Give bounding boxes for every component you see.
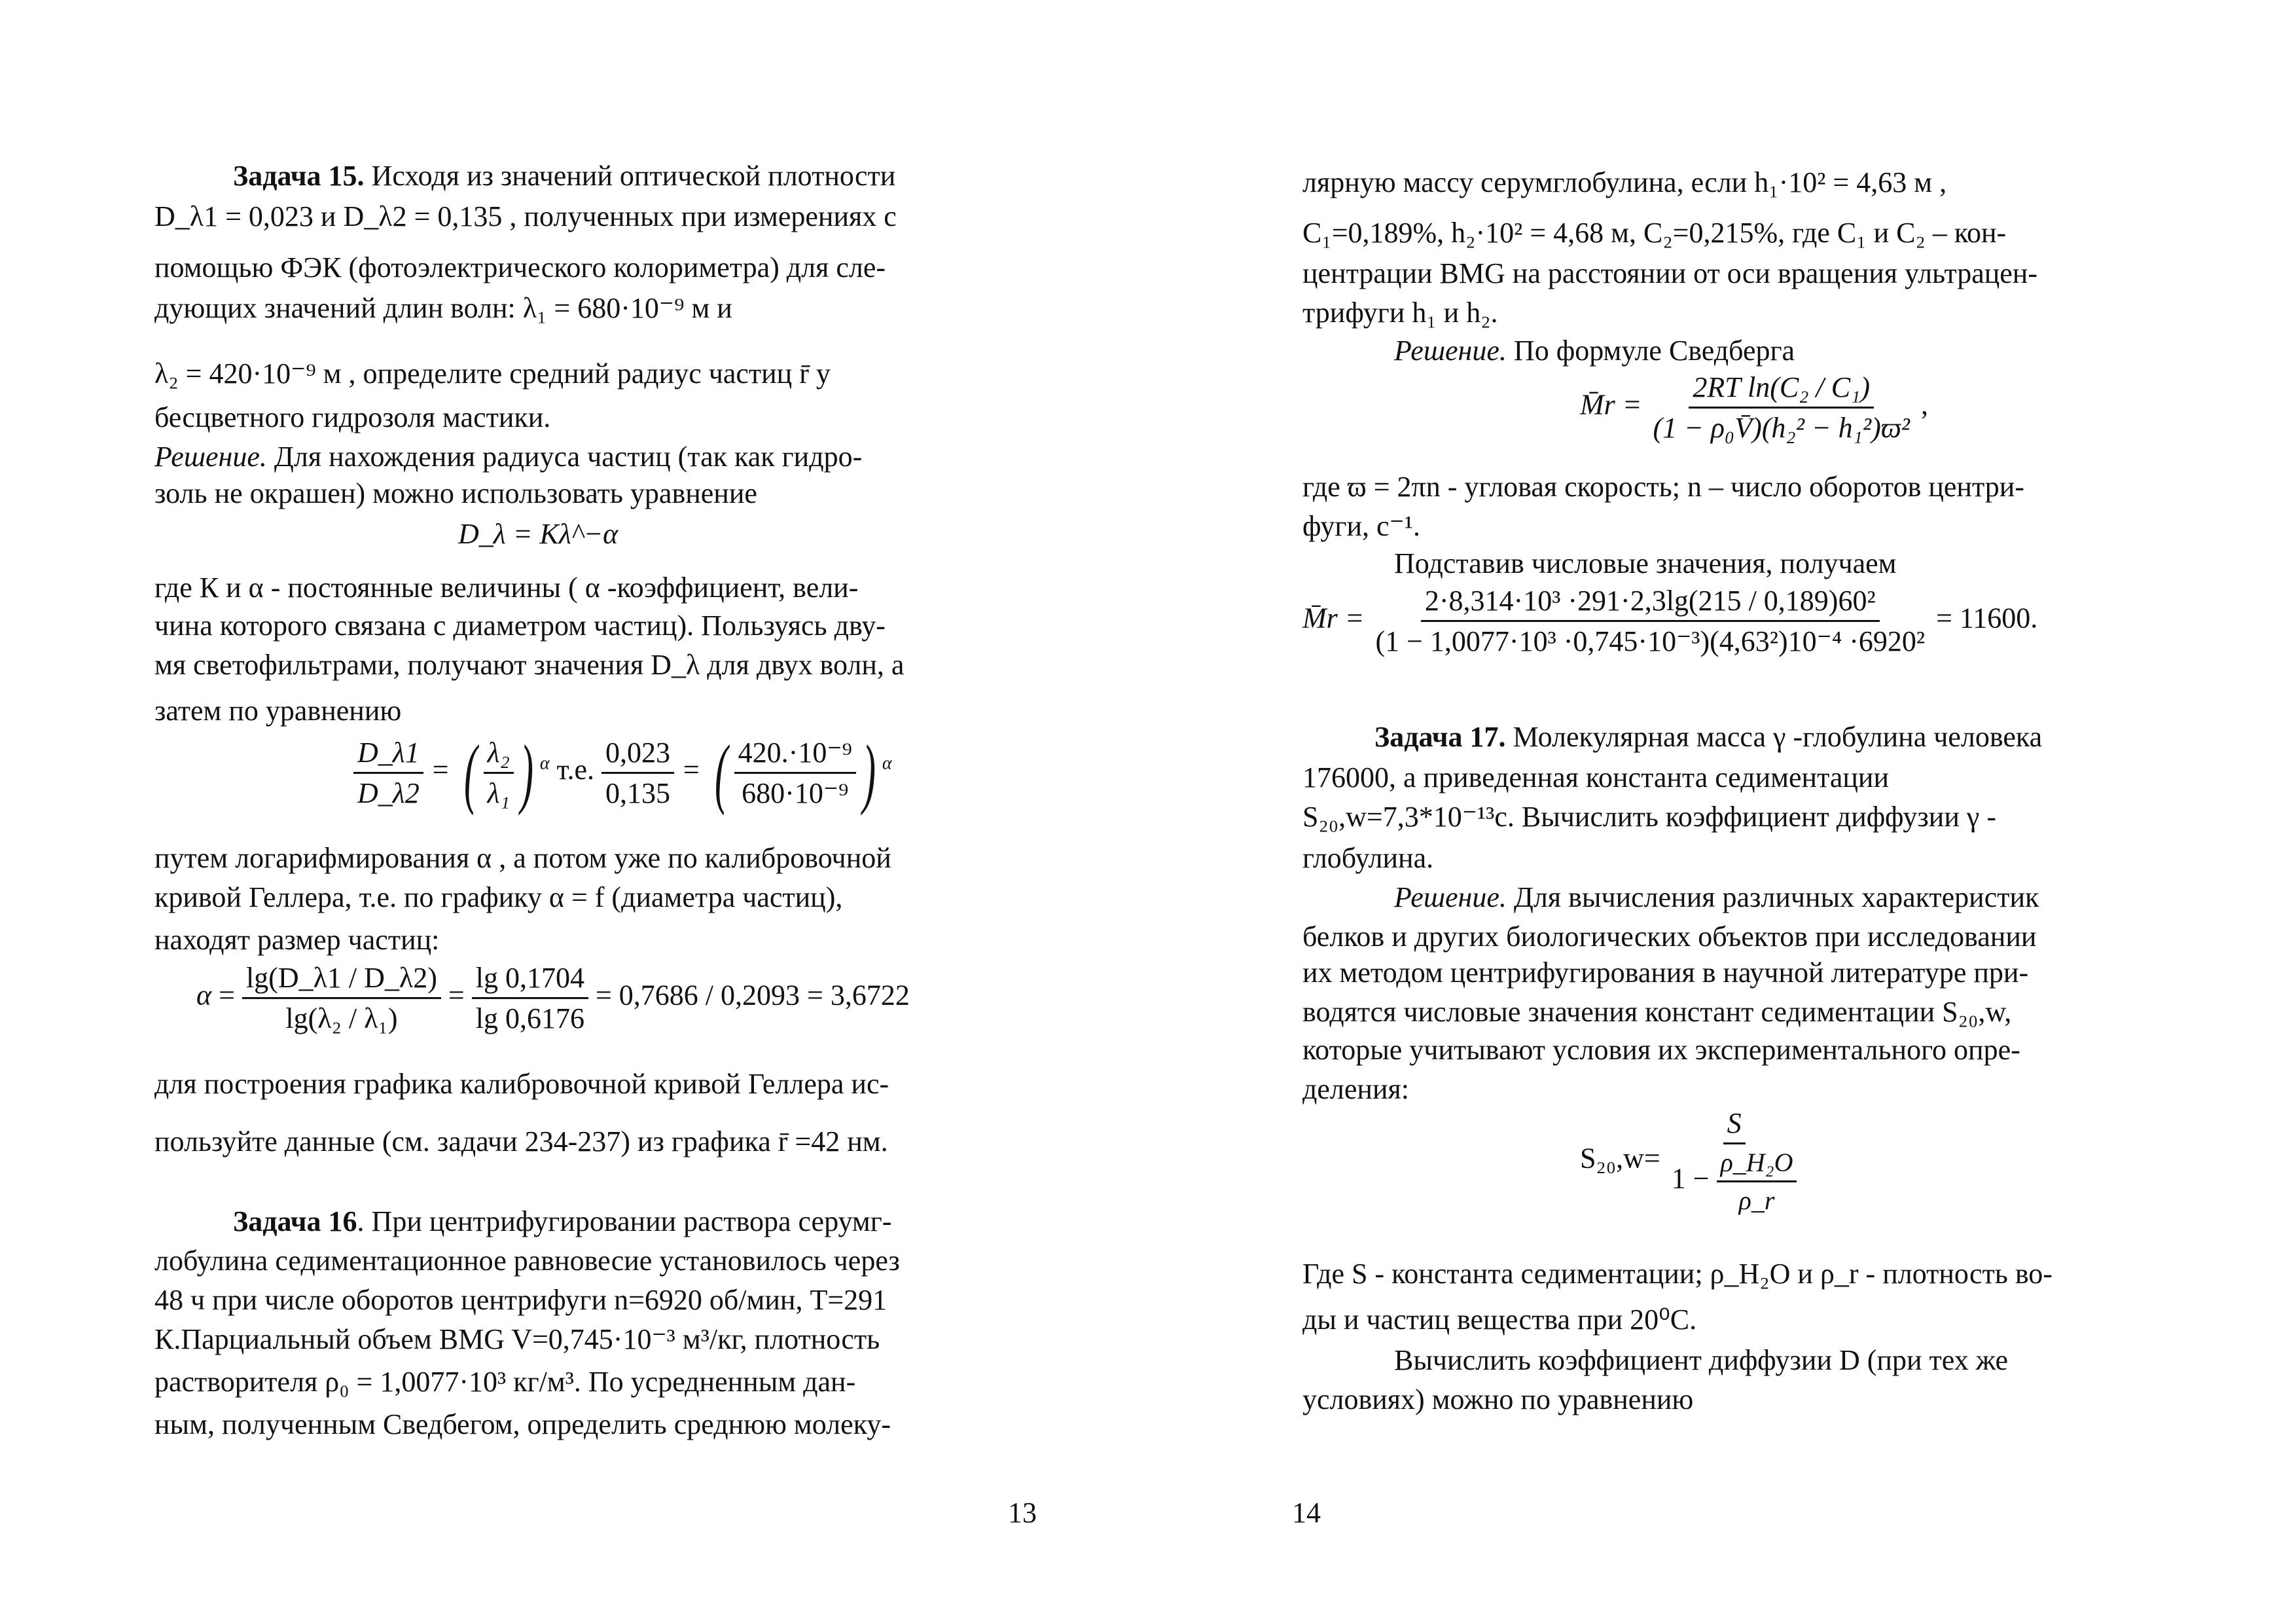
line-l14: кривой Геллера, т.е. по графику α = f (диаметра частиц), (154, 881, 843, 913)
line-l1 (233, 159, 895, 193)
solution-label: Решение. (154, 441, 267, 473)
line-l17: пользуйте данные (см. задачи 234-237) из графика r̄ =42 нм. (154, 1125, 888, 1158)
numerator: ρ_H₂O (1717, 1147, 1797, 1182)
line-l5: λ₂ = 420·10⁻⁹ м , определите средний радиус частиц r̄ у (154, 357, 831, 390)
lhs: M̄r = (1580, 388, 1642, 421)
fraction-numeric (1371, 584, 1929, 658)
line-r12: глобулина. (1302, 842, 1434, 874)
line-r9 (1374, 720, 2042, 754)
task-17-title: Задача 17. (1374, 721, 1506, 753)
line-l6: бесцветного гидрозоля мастики. (154, 401, 551, 433)
fraction-s (1668, 1106, 1801, 1216)
line-r17: которые учитывают условия их экспериментального опре- (1302, 1034, 2020, 1066)
line-l8: золь не окрашен) можно использовать уравнение (154, 477, 757, 509)
line-r4: трифуги h₁ и h₂. (1302, 297, 1498, 329)
line-r18: деления: (1302, 1073, 1409, 1105)
page-number-left: 13 (1008, 1497, 1037, 1529)
fraction-rho (1717, 1147, 1797, 1216)
denominator: (1 − 1,0077·10³ ·0,745·10⁻³)(4,63²)10⁻⁴ ·6920² (1375, 625, 1926, 657)
line-l3: помощью ФЭК (фотоэлектрического колориметра) для сле- (154, 251, 886, 283)
numerator: lg 0,1704 (472, 961, 588, 999)
line-l16: для построения графика калибровочной кривой Геллера ис- (154, 1068, 889, 1100)
denominator: lg(λ₂ / λ₁) (285, 1002, 398, 1034)
line-r10: 176000, а приведенная константа седиментации (1302, 761, 1890, 793)
line-r20: ды и частиц вещества при 20⁰С. (1302, 1304, 1697, 1336)
numerator: D_λ1 (353, 736, 423, 774)
equation-numeric (1302, 584, 2037, 658)
line-l23: ным, полученным Сведбегом, определить среднюю молеку- (154, 1408, 891, 1440)
line-r15: их методом центрифугирования в научной литературе при- (1302, 957, 2029, 989)
line-l7 (154, 440, 862, 474)
numerator: 420.·10⁻⁹ (734, 736, 856, 774)
denominator: (1 − ρ₀V̄)(h₂² − h₁²)ϖ² (1653, 412, 1910, 444)
equation-s20w (1580, 1106, 1801, 1216)
fraction-svedberg (1649, 371, 1914, 445)
numerator: lg(D_λ1 / D_λ2) (242, 961, 441, 999)
line-l4: дующих значений длин волн: λ₁ = 680·10⁻⁹ м и (154, 292, 732, 324)
task-15-title: Задача 15. (233, 160, 365, 192)
tail: , (1921, 388, 1928, 421)
equation-ratio: $\frac{D\_\lambda 1}{D\_\lambda 2}$ = ( $\frac{\text{λ₂}}{\text{λ₁}}$ ) $^\alpha$ т.е. $\frac{0,023}{0,135}$ = ( $\frac{\text{420.·10⁻⁹}}{\text{680·10⁻⁹}}$ ) $^\alpha$ (353, 733, 892, 812)
line-l15: находят размер частиц: (154, 924, 440, 956)
denominator: 680·10⁻⁹ (742, 776, 849, 809)
numerator: 2·8,314·10³ ·291·2,3lg(215 / 0,189)60² (1421, 584, 1880, 622)
lhs: M̄r = (1302, 602, 1365, 634)
line-r1: лярную массу серумглобулина, если h₁·10² = 4,63 м , (1302, 166, 1947, 198)
text: Для вычисления различных характеристик (1506, 881, 2039, 913)
line-r13 (1394, 881, 2039, 915)
numerator: 2RT ln(C₂ / C₁) (1689, 371, 1874, 409)
denominator (1668, 1144, 1801, 1216)
line-r7: фуги, c⁻¹. (1302, 510, 1420, 542)
text: . При центрифугировании раствора серумг- (357, 1205, 892, 1237)
page-right (1148, 0, 2296, 1623)
line-r14: белков и других биологических объектов при исследовании (1302, 921, 2037, 953)
fraction-values (601, 736, 674, 810)
line-r8: Подставив числовые значения, получаем (1394, 547, 1897, 579)
text: По формуле Сведберга (1506, 335, 1795, 367)
text: Для нахождения радиуса частиц (так как гидро- (266, 441, 863, 473)
line-l19: лобулина седиментационное равновесие установилось через (154, 1245, 900, 1277)
denominator: ρ_r (1738, 1186, 1775, 1215)
task-16-title: Задача 16 (233, 1205, 357, 1237)
line-r16: водятся числовые значения констант седиментации S₂₀,w, (1302, 996, 2012, 1028)
line-r19: Где S - константа седиментации; ρ_H₂O и ρ_r - плотность во- (1302, 1258, 2053, 1290)
denominator: D_λ2 (357, 776, 420, 809)
line-l22: растворителя ρ₀ = 1,0077·10³ кг/м³. По усредненным дан- (154, 1366, 856, 1398)
result: = 0,7686 / 0,2093 = 3,6722 (595, 979, 910, 1012)
line-l18 (233, 1205, 891, 1239)
line-l13: путем логарифмирования α , а потом уже по калибровочной (154, 842, 891, 874)
line-l21: К.Парциальный объем BMG V=0,745·10⁻³ м³/кг, плотность (154, 1323, 880, 1355)
line-l12: затем по уравнению (154, 695, 402, 727)
text: Молекулярная масса γ -глобулина человека (1505, 721, 2043, 753)
denominator: lg 0,6176 (475, 1002, 584, 1034)
one-minus: 1 − (1671, 1162, 1710, 1195)
line-r2: C₁=0,189%, h₂·10² = 4,68 м, C₂=0,215%, где C₁ и C₂ – кон- (1302, 217, 2007, 249)
fraction-lg-d (242, 961, 441, 1035)
equation-alpha: α = $\frac{\lg(D\_\lambda 1 / D\_\lambda 2)}{\text{lg(λ₂ / λ₁)}}$ = $\frac{\lg 0,1704}{\lg 0,6176}$ = 0,7686 / 0,2093 = 3,6722 (196, 962, 910, 1034)
line-r5 (1394, 334, 1795, 368)
line-r11: S₂₀,w=7,3*10⁻¹³с. Вычислить коэффициент диффузии γ - (1302, 801, 1996, 833)
result: = 11600. (1936, 602, 2038, 634)
denominator: 0,135 (605, 776, 670, 809)
line-r6: где ϖ = 2πn - угловая скорость; n – число оборотов центри- (1302, 471, 2024, 503)
page-number-right: 14 (1292, 1497, 1321, 1529)
equation-svedberg (1580, 371, 1928, 445)
line-l11: мя светофильтрами, получают значения D_λ для двух волн, а (154, 649, 905, 681)
line-l10: чина которого связана с диаметром частиц). Пользуясь дву- (154, 610, 886, 642)
line-l9: где К и α - постоянные величины ( α -коэффициент, вели- (154, 572, 859, 604)
numerator: S (1723, 1106, 1746, 1144)
fraction-lg-values (472, 961, 588, 1035)
fraction-wavelengths (734, 736, 856, 810)
solution-label: Решение. (1394, 881, 1507, 913)
line-l20: 48 ч при числе оборотов центрифуги n=6920 об/мин, T=291 (154, 1284, 888, 1316)
lhs: S₂₀,w= (1580, 1142, 1660, 1175)
text: Исходя из значений оптической плотности (364, 160, 896, 192)
line-l2: D_λ1 = 0,023 и D_λ2 = 0,135 , полученных при измерениях с (154, 200, 897, 232)
fraction-d-ratio (353, 736, 423, 810)
ie-label: т.е. (556, 754, 594, 786)
line-r21: Вычислить коэффициент диффузии D (при тех же (1394, 1344, 2009, 1376)
solution-label: Решение. (1394, 335, 1507, 367)
equation-d-lambda: D_λ = Kλ^−α (458, 518, 619, 550)
line-r3: центрации BMG на расстоянии от оси вращения ультрацен- (1302, 257, 2038, 289)
line-r22: условиях) можно по уравнению (1302, 1383, 1694, 1415)
numerator: 0,023 (601, 736, 674, 774)
